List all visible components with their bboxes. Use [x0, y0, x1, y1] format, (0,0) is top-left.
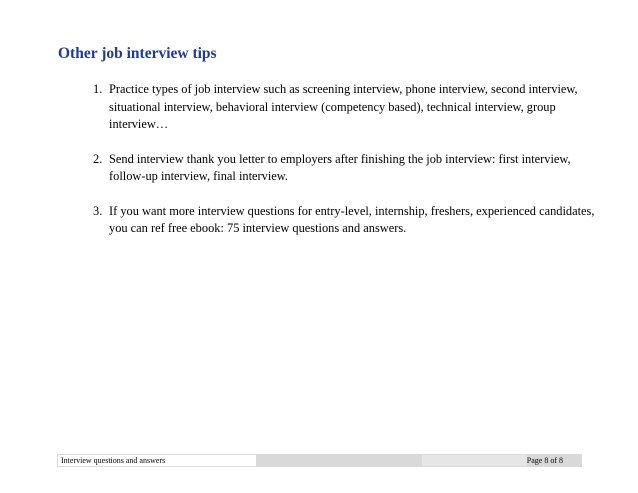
list-item-number: 2.: [93, 151, 103, 166]
list-item-number: 3.: [93, 203, 103, 218]
list-item-text: Practice types of job interview such as screening interview, phone interview, second interview, situational interview, behavioral interview (competency based), technical interview, group interview…: [109, 82, 578, 131]
tips-list: [93, 81, 603, 255]
footer-band: [256, 455, 422, 466]
list-item: [93, 81, 603, 134]
list-item-text: Send interview thank you letter to employers after finishing the job interview: first interview, follow-up interview, final interview.: [109, 151, 571, 183]
footer-title: Interview questions and answers: [58, 455, 256, 466]
page-heading: Other job interview tips: [58, 45, 217, 62]
list-item-text: If you want more interview questions for entry-level, internship, freshers, experienced candidates, you can ref free ebook: 75 interview questions and answers.: [109, 203, 595, 235]
list-item: [93, 203, 603, 238]
footer-page-number: Page 8 of 8: [527, 455, 581, 466]
list-item-number: 1.: [93, 82, 103, 96]
page-footer: [57, 454, 582, 467]
list-item: [93, 151, 603, 186]
footer-band: [422, 455, 527, 466]
